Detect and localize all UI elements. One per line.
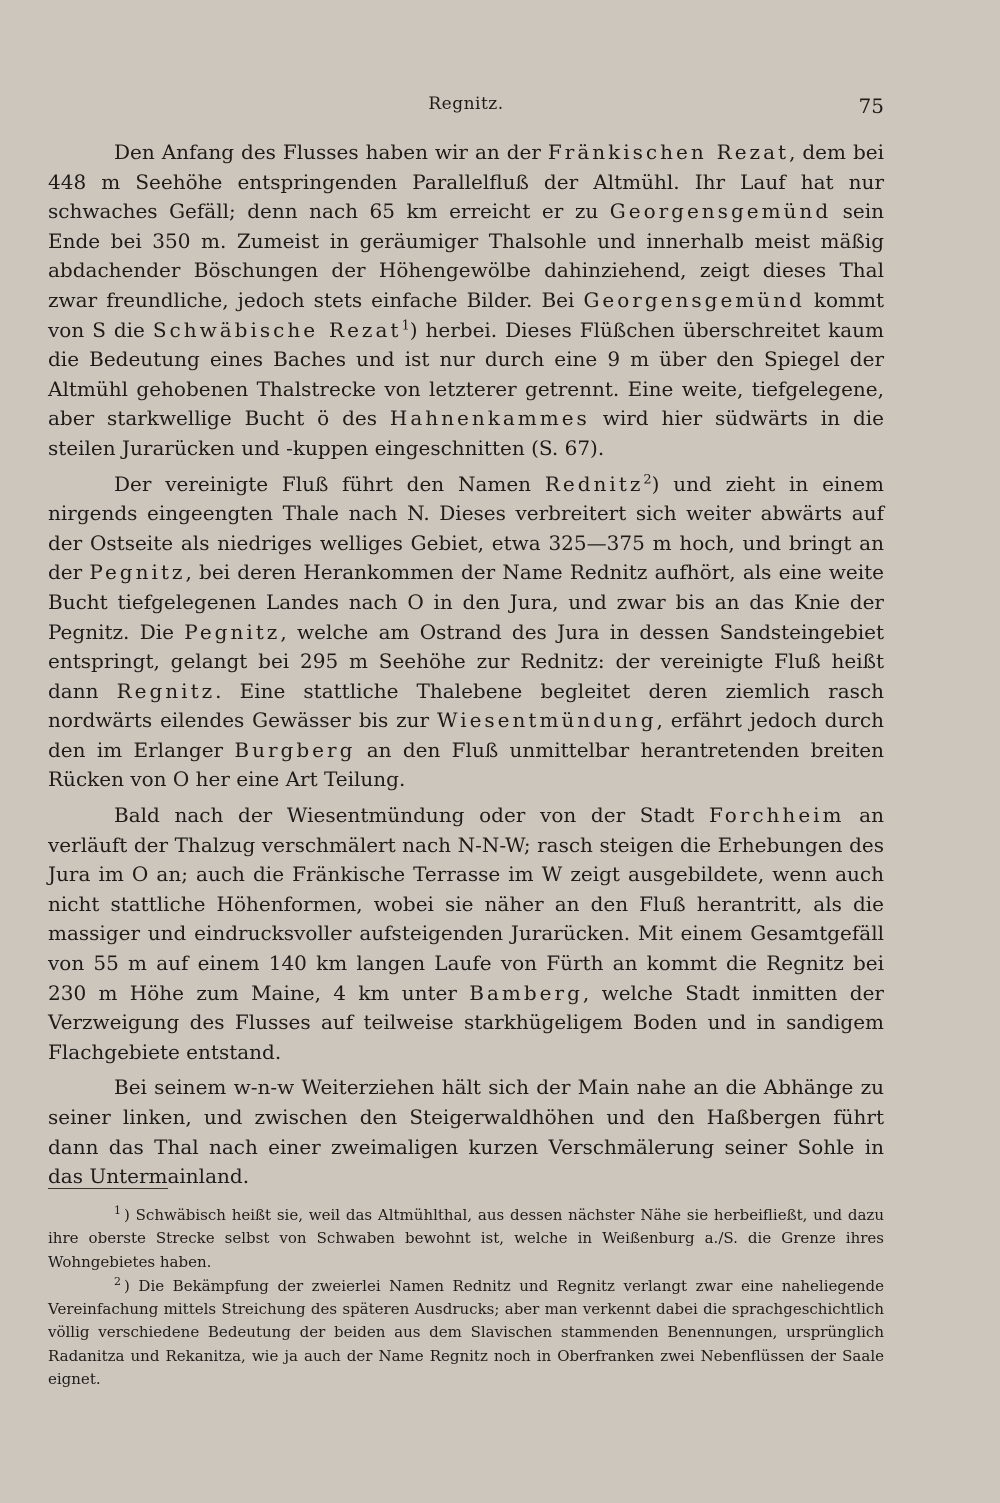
footnote (48, 1275, 884, 1391)
emphasized-name: Georgensgemünd (583, 287, 805, 312)
paragraph (48, 1073, 884, 1191)
text-run: Den Anfang des Flusses haben wir an der (114, 140, 548, 164)
footnote-reference: 2 (643, 471, 652, 487)
footnote-paren: ) (124, 1276, 139, 1295)
footnote-number: 1 (114, 1204, 121, 1217)
emphasized-name: Pegnitz (184, 619, 281, 644)
text-run: wird hier südwärts in die steilen Jurarücken und -kuppen eingeschnitten (S. 67). (48, 406, 884, 460)
footnote-reference: 1 (401, 317, 410, 333)
text-run: , dem bei 448 m Seehöhe entspringenden Parallelfluß der Altmühl. Ihr Lauf hat nur schwaches Gefäll; denn nach 65 km erreicht er zu (48, 140, 884, 224)
footnote-text: Die Bekämpfung der zweierlei Namen Rednitz und Regnitz verlangt zwar eine naheliegende Vereinfachung mittels Streichung des späteren Ausdrucks; aber man verkennt dabei die sprachgeschichtlich völlig verschiedene Bedeutung der beiden aus dem Slavischen stammenden Benennungen, ursprünglich Radanitza und Rekanitza, wie ja auch der Name Regnitz noch in Oberfranken zwei Nebenflüssen der Saale eignet. (48, 1276, 884, 1389)
emphasized-name: Schwäbische Rezat (152, 317, 402, 342)
emphasized-name: Forchheim (708, 803, 845, 828)
footnote (48, 1204, 884, 1274)
footnote-number: 2 (114, 1274, 121, 1288)
text-run: ) herbei. Dieses Flüßchen überschreitet kaum die Bedeutung eines Baches und ist nur durch eine 9 m über den Spiegel der Altmühl gehobenen Thalstrecke von letzterer getrennt. Eine weite, tiefgelegene, aber starkwellige Bucht ö des (48, 317, 884, 431)
text-run: an verläuft der Thalzug verschmälert nach N-N-W; rasch steigen die Erhebungen des Jura im O an; auch die Fränkische Terrasse im W zeigt ausgebildete, wenn auch nicht stattliche Höhenformen, wobei sie näher an den Fluß herantritt, als die massiger und eindrucksvoller aufsteigenden Jurarücken. Mit einem Gesamtgefäll von 55 m auf einem 140 km langen Laufe von Fürth an kommt die Regnitz bei 230 m Höhe zum Maine, 4 km unter (48, 803, 884, 1005)
running-head: Regnitz. (428, 94, 504, 114)
emphasized-name: Pegnitz (89, 560, 186, 585)
paragraph (48, 138, 884, 464)
text-run: , welche Stadt inmitten der Verzweigung des Flusses auf teilweise starkhügeligem Boden und in sandigem Flachgebiete entstand. (48, 980, 884, 1064)
paragraph (48, 801, 884, 1067)
text-run: . Eine stattliche Thalebene begleitet deren ziemlich rasch nordwärts eilendes Gewässer bis zur (48, 678, 884, 733)
emphasized-name: Georgensgemünd (609, 199, 832, 224)
text-run: , bei deren Herankommen der Name Rednitz aufhört, als eine weite Bucht tiefgelegenen Landes nach O in den Jura, und zwar bis an das Knie der Pegnitz. Die (48, 560, 884, 644)
emphasized-name: Rednitz (544, 471, 644, 496)
footnote-divider (48, 1188, 168, 1189)
page-header (48, 94, 884, 120)
text-run: , welche am Ostrand des Jura in dessen Sandsteingebiet entspringt, gelangt bei 295 m Seehöhe zur Rednitz: der vereinigte Fluß heißt dann (48, 619, 885, 703)
page-number: 75 (858, 94, 884, 118)
footnotes (48, 1204, 884, 1392)
emphasized-name: Bamberg (469, 980, 583, 1005)
emphasized-name: Regnitz (116, 678, 216, 703)
emphasized-name: Wiesentmündung (436, 708, 657, 733)
text-run: ) und zieht in einem nirgends eingeengten Thale nach N. Dieses verbreitert sich weiter abwärts auf der Ostseite als niedriges welliges Gebiet, etwa 325—375 m hoch, und bringt an der (48, 471, 884, 585)
emphasized-name: Hahnenkammes (389, 406, 590, 431)
text-run: kommt von S die (48, 287, 884, 342)
text-run: an den Fluß unmittelbar herantretenden breiten Rücken von O her eine Art Teilung. (48, 737, 885, 792)
text-run: , erfährt jedoch durch den im Erlanger (48, 708, 884, 762)
text-run: Der vereinigte Fluß führt den Namen (114, 471, 545, 496)
footnote-text: Schwäbisch heißt sie, weil das Altmühlthal, aus dessen nächster Nähe sie herbeifließt, und dazu ihre oberste Strecke selbst von Schwaben bewohnt ist, welche in Weißenburg a./S. die Grenze ihres Wohngebietes haben. (48, 1206, 884, 1271)
footnote-paren: ) (124, 1206, 136, 1224)
emphasized-name: Fränkischen Rezat (547, 140, 790, 164)
main-text (48, 138, 884, 1198)
emphasized-name: Burgberg (234, 737, 356, 762)
text-run: Bei seinem w-n-w Weiterziehen hält sich der Main nahe an die Abhänge zu seiner linken, und zwischen den Steigerwaldhöhen und den Haßbergen führt dann das Thal nach einer zweimaligen kurzen Verschmälerung seiner Sohle in das Untermainland. (48, 1075, 884, 1189)
text-run: Bald nach der Wiesentmündung oder von der Stadt (114, 803, 709, 828)
paragraph (48, 470, 884, 796)
text-run: sein Ende bei 350 m. Zumeist in geräumiger Thalsohle und innerhalb meist mäßig abdachender Böschungen der Höhengewölbe dahinziehend, zeigt dieses Thal zwar freundliche, jedoch stets einfache Bilder. Bei (48, 199, 885, 312)
